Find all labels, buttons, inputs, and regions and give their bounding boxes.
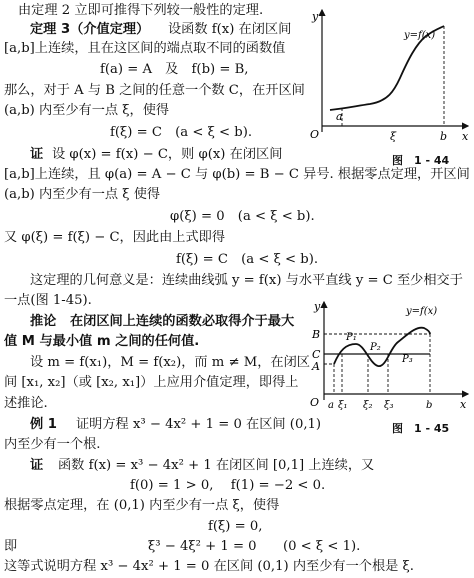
geometric-meaning-2: 一点(图 1-45). bbox=[4, 293, 92, 308]
formula-phi-zero: φ(ξ) = 0 (a < ξ < b). bbox=[170, 209, 315, 224]
label-P2: P₂ bbox=[370, 342, 381, 353]
formula-fxi-zero: f(ξ) = 0, bbox=[208, 519, 263, 534]
proof-line-3: (a,b) 内至少有一点 ξ 使得 bbox=[4, 187, 161, 202]
example-conclusion: 这等式说明方程 x³ − 4x² + 1 = 0 在区间 (0,1) 内至少有一个根是 ξ. bbox=[4, 559, 414, 574]
label-P3: P₃ bbox=[402, 354, 413, 365]
example-proof-label: 证 bbox=[30, 458, 44, 473]
formula-fxi-c: f(ξ) = C (a < ξ < b). bbox=[110, 125, 253, 140]
corollary-proof-2: 间 [x₁, x₂]（或 [x₂, x₁]）上应用介值定理，即得上 bbox=[4, 375, 299, 390]
label-y: y bbox=[314, 300, 321, 313]
corollary-text-2: 值 M 与最小值 m 之间的任何值. bbox=[4, 334, 200, 349]
ji-label: 即 bbox=[4, 539, 18, 554]
corollary-label: 推论 bbox=[30, 314, 57, 329]
corollary-text-1: 在闭区间上连续的函数必取得介于最大 bbox=[70, 314, 295, 329]
caption-1-44: 图 1 - 44 bbox=[392, 154, 450, 167]
figure-1-44 bbox=[308, 6, 472, 142]
formula-fxi-c-2: f(ξ) = C (a < ξ < b). bbox=[176, 252, 319, 267]
label-a: a bbox=[328, 400, 334, 411]
label-x: x bbox=[462, 130, 469, 142]
label-fx: y=f(x) bbox=[404, 30, 436, 41]
text-line-1: 由定理 2 立即可推得下列较一般性的定理. bbox=[18, 3, 264, 18]
label-xi1: ξ₁ bbox=[338, 400, 348, 411]
label-o: O bbox=[310, 128, 320, 141]
geometric-meaning: 这定理的几何意义是：连续曲线弧 y = f(x) 与水平直线 y = C 至少相交于 bbox=[30, 273, 463, 288]
formula-xi-cubic: ξ³ − 4ξ² + 1 = 0 (0 < ξ < 1). bbox=[148, 539, 361, 554]
proof-line-2: [a,b]上连续，且 φ(a) = A − C 与 φ(b) = B − C 异号. 根据零点定理，开区间 bbox=[4, 167, 470, 182]
proof-label: 证 bbox=[30, 147, 44, 162]
formula-f0-f1: f(0) = 1 > 0, f(1) = −2 < 0. bbox=[130, 478, 326, 493]
text-line-3: [a,b]上连续，且在这区间的端点取不同的函数值 bbox=[4, 41, 286, 56]
label-x: x bbox=[460, 398, 467, 411]
label-B: B bbox=[312, 328, 321, 341]
label-fx: y=f(x) bbox=[406, 306, 438, 317]
proof-line-1: 设 φ(x) = f(x) − C，则 φ(x) 在闭区间 bbox=[52, 147, 283, 162]
example-1-label: 例 1 bbox=[30, 417, 57, 432]
label-xi2: ξ₂ bbox=[363, 400, 373, 411]
label-y: y bbox=[312, 10, 319, 23]
text-line-6: (a,b) 内至少有一点 ξ，使得 bbox=[4, 103, 170, 118]
label-a: a bbox=[336, 110, 343, 123]
label-b: b bbox=[426, 400, 433, 411]
example-proof-1: 函数 f(x) = x³ − 4x² + 1 在闭区间 [0,1] 上连续，又 bbox=[58, 458, 375, 473]
theorem-3-statement: 设函数 f(x) 在闭区间 bbox=[168, 22, 292, 37]
corollary-proof-1: 设 m = f(x₁)，M = f(x₂)，而 m ≠ M，在闭区 bbox=[30, 355, 310, 370]
label-xi3: ξ₃ bbox=[384, 400, 394, 411]
formula-fa-fb: f(a) = A 及 f(b) = B, bbox=[100, 62, 249, 77]
label-C: C bbox=[312, 348, 321, 361]
label-xi: ξ bbox=[390, 130, 397, 142]
label-b: b bbox=[440, 130, 448, 142]
caption-1-45: 图 1 - 45 bbox=[392, 422, 450, 435]
theorem-3-title: 定理 3（介值定理） bbox=[30, 22, 150, 37]
text-line-5: 那么，对于 A 与 B 之间的任意一个数 C，在开区间 bbox=[4, 83, 305, 98]
label-A: A bbox=[312, 360, 320, 373]
corollary-proof-3: 述推论. bbox=[4, 396, 48, 411]
example-proof-2: 根据零点定理，在 (0,1) 内至少有一点 ξ，使得 bbox=[4, 498, 280, 513]
proof-line-4: 又 φ(ξ) = f(ξ) − C，因此由上式即得 bbox=[4, 230, 226, 245]
label-P1: P₁ bbox=[346, 332, 357, 343]
example-1-text-2: 内至少有一个根. bbox=[4, 437, 101, 452]
figure-1-45 bbox=[306, 300, 472, 412]
label-o: O bbox=[310, 396, 320, 409]
example-1-text: 证明方程 x³ − 4x² + 1 = 0 在区间 (0,1) bbox=[76, 417, 322, 432]
